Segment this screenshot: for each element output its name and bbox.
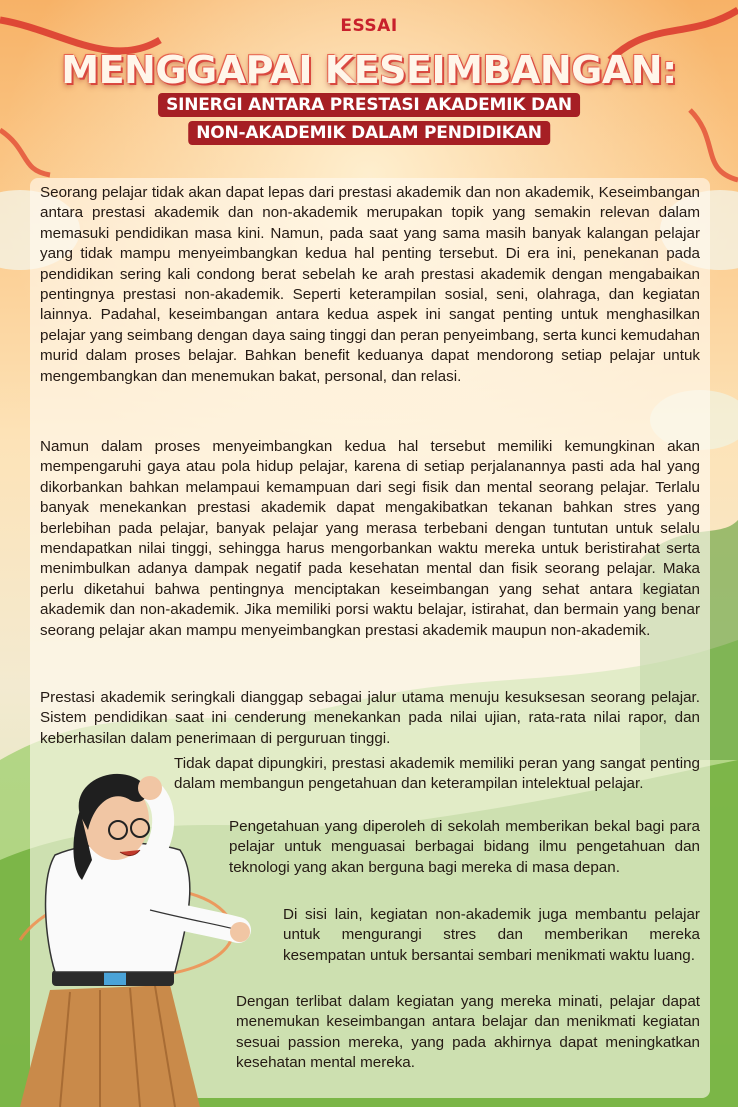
subtitle-line-1: SINERGI ANTARA PRESTASI AKADEMIK DAN bbox=[158, 93, 580, 117]
student-illustration bbox=[0, 760, 260, 1107]
paragraph-3: Prestasi akademik seringkali dianggap sebagai jalur utama menuju kesuksesan seorang pelajar. Sistem pendidikan saat ini cenderung menekankan pada nilai ujian, rata-rata nilai rapor, dan keberhasilan dalam penerimaan di perguruan tinggi. bbox=[40, 689, 700, 747]
poster-header bbox=[0, 0, 738, 170]
paragraph-1: Seorang pelajar tidak akan dapat lepas dari prestasi akademik dan non akademik, Keseimbangan antara prestasi akademik dan non-akademik merupakan topik yang semakin relevan dalam memasuki pendidikan masa kini. Namun, pada saat yang sama masih banyak kalangan pelajar yang tidak mampu menyeimbangkan kedua hal penting tersebut. Di era ini, penekanan pada pendidikan sering kali condong berat sebelah ke arah prestasi akademik dengan mengabaikan pentingnya prestasi non-akademik. Seperti keterampilan sosial, seni, olahraga, dan kegiatan lainnya. Padahal, keseimbangan antara kedua aspek ini sangat penting untuk menghasilkan pelajar yang seimbang dengan daya saing tinggi dan peran penyeimbang, serta kunci kemudahan murid dalam proses belajar. Bahkan benefit keduanya dapat mendorong setiap pelajar untuk mengembangkan dan menemukan bakat, personal, dan relasi. bbox=[40, 184, 700, 385]
paragraph-4: Tidak dapat dipungkiri, prestasi akademik memiliki peran yang sangat penting dalam membangun pengetahuan dan keterampilan intelektual pelajar. bbox=[174, 755, 700, 793]
subtitle-line-2: NON-AKADEMIK DALAM PENDIDIKAN bbox=[188, 121, 550, 145]
poster-title: MENGGAPAI KESEIMBANGAN: bbox=[61, 48, 677, 92]
paragraph-2: Namun dalam proses menyeimbangkan kedua hal tersebut memiliki kemungkinan akan mempengaruhi gaya atau pola hidup pelajar, karena di setiap perjalanannya pasti ada hal yang dikorbankan bahkan melampaui kemampuan dari segi fisik dan mental seorang pelajar. Terlalu banyak menekankan prestasi akademik dapat mengakibatkan tekanan bahkan stres yang berlebihan pada pelajar, banyak pelajar yang merasa terbebani dengan tuntutan untuk selalu mendapatkan nilai tinggi, sehingga harus mengorbankan waktu mereka untuk beristirahat serta menimbulkan adanya dampak negatif pada kesehatan mental dan fisik seorang pelajar. Maka perlu diketahui bahwa pentingnya menciptakan keseimbangan yang sehat antara kegiatan akademik dan non-akademik. Jika memiliki porsi waktu belajar, istirahat, dan bermain yang benar seorang pelajar akan mampu menyeimbangkan prestasi akademik maupun non-akademik. bbox=[40, 438, 700, 639]
paragraph-6: Di sisi lain, kegiatan non-akademik juga membantu pelajar untuk mengurangi stres dan memberikan mereka kesempatan untuk bersantai sembari menikmati waktu luang. bbox=[283, 906, 700, 964]
paragraph-5: Pengetahuan yang diperoleh di sekolah memberikan bekal bagi para pelajar untuk menguasai berbagai bidang ilmu pengetahuan dan teknologi yang akan berguna bagi mereka di masa depan. bbox=[229, 818, 700, 876]
paragraph-7: Dengan terlibat dalam kegiatan yang mereka minati, pelajar dapat menemukan keseimbangan antara belajar dan menikmati kegiatan sesuai passion mereka, yang pada akhirnya dapat meningkatkan kesehatan mental mereka. bbox=[236, 993, 700, 1072]
category-tag: ESSAI bbox=[340, 16, 398, 36]
